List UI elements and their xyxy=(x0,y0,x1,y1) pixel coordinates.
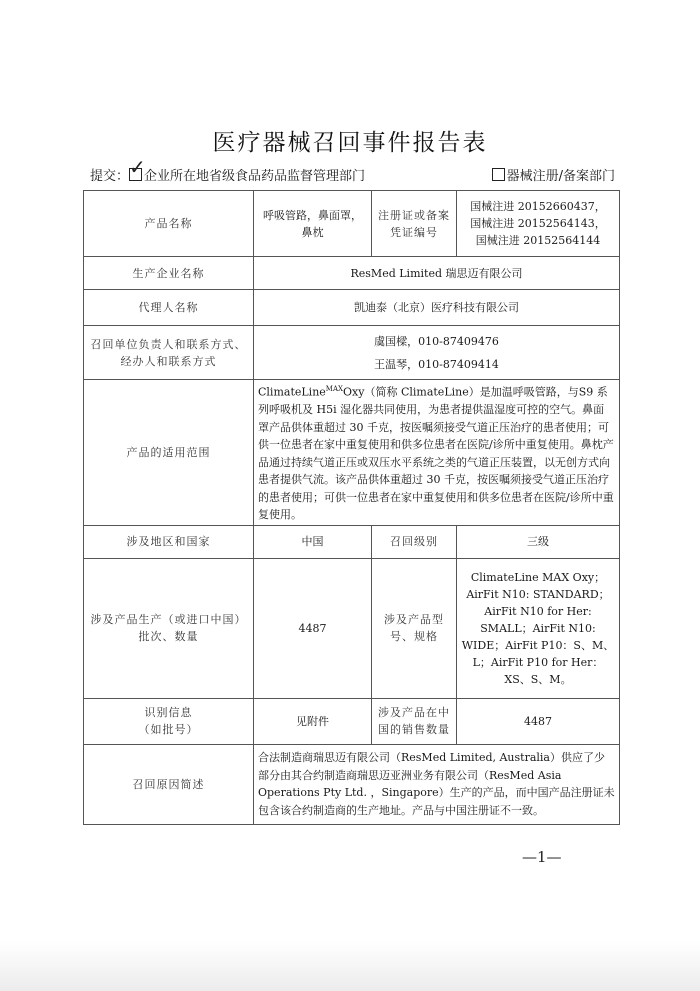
table-row xyxy=(84,380,620,526)
scope-text-pre: ClimateLine xyxy=(258,385,326,399)
table-row xyxy=(84,191,620,257)
product-name-value: 呼吸管路，鼻面罩，鼻枕 xyxy=(254,191,372,257)
reason-label: 召回原因简述 xyxy=(84,744,254,824)
recall-report-table xyxy=(83,190,620,825)
scope-text-sup: MAX xyxy=(325,385,344,393)
submit-option-registration[interactable] xyxy=(492,165,615,184)
scope-text xyxy=(254,380,620,526)
submit-option-provincial[interactable] xyxy=(90,155,366,184)
contact-label-line: 召回单位负责人和联系方式、 xyxy=(90,337,247,351)
recall-level-value: 三级 xyxy=(457,525,620,558)
contact-value xyxy=(254,326,620,380)
contact-label-line: 经办人和联系方式 xyxy=(120,354,217,368)
model-label: 涉及产品型号、规格 xyxy=(372,558,457,698)
product-name-label: 产品名称 xyxy=(84,191,254,257)
reg-cert-values xyxy=(457,191,620,257)
reg-cert-number: 国械注进 20152660437， xyxy=(470,200,606,213)
checkbox-checked-icon[interactable]: ✓ xyxy=(129,155,146,179)
model-value: ClimateLine MAX Oxy；AirFit N10: STANDARD；AirFit N10 for Her: SMALL；AirFit N10: WIDE；AirFit P10：S、M、L；AirFit P10 for Her：XS、S、M。 xyxy=(457,558,620,698)
agent-label: 代理人名称 xyxy=(84,290,254,326)
checkbox-empty-icon[interactable] xyxy=(492,168,505,181)
id-value: 见附件 xyxy=(254,698,372,744)
contact-person-1: 虞国樑，010-87409476 xyxy=(374,334,499,348)
table-row xyxy=(84,290,620,326)
table-row xyxy=(84,558,620,698)
table-row xyxy=(84,744,620,824)
batch-label: 涉及产品生产（或进口中国）批次、数量 xyxy=(84,558,254,698)
region-value: 中国 xyxy=(254,525,372,558)
reason-text: 合法制造商瑞思迈有限公司（ResMed Limited, Australia）供应了少部分由其合约制造商瑞思迈亚洲业务有限公司（ResMed Asia Operations Pty Ltd. ，Singapore）生产的产品，而中国产品注册证未包含该合约制造商的生产地址。产品与中国注册证不一致。 xyxy=(254,744,620,824)
recall-level-label: 召回级别 xyxy=(372,525,457,558)
submit-row xyxy=(90,155,615,185)
reg-cert-number: 国械注进 20152564144 xyxy=(475,234,601,247)
submit-option1-label: 企业所在地省级食品药品监督管理部门 xyxy=(144,169,366,184)
id-label-line: 识别信息 xyxy=(144,706,193,720)
region-label: 涉及地区和国家 xyxy=(84,525,254,558)
submit-option2-label: 器械注册/备案部门 xyxy=(506,169,615,184)
page-number: —1— xyxy=(522,848,562,866)
batch-value: 4487 xyxy=(254,558,372,698)
table-row xyxy=(84,698,620,744)
contact-person-2: 王温琴，010-87409414 xyxy=(374,357,499,371)
manufacturer-value: ResMed Limited 瑞思迈有限公司 xyxy=(254,257,620,290)
submit-prefix: 提交： xyxy=(90,169,130,184)
table-row xyxy=(84,525,620,558)
scan-shade xyxy=(0,941,700,991)
document-title: 医疗器械召回事件报告表 xyxy=(212,130,488,156)
sales-label: 涉及产品在中国的销售数量 xyxy=(372,698,457,744)
id-label-line: （如批号） xyxy=(138,723,199,737)
table-row xyxy=(84,257,620,290)
agent-value: 凯迪泰（北京）医疗科技有限公司 xyxy=(254,290,620,326)
manufacturer-label: 生产企业名称 xyxy=(84,257,254,290)
sales-value: 4487 xyxy=(457,698,620,744)
reg-cert-label: 注册证或备案凭证编号 xyxy=(372,191,457,257)
scope-label: 产品的适用范围 xyxy=(84,380,254,526)
contact-label xyxy=(84,326,254,380)
id-label xyxy=(84,698,254,744)
scope-text-post: Oxy（简称 ClimateLine）是加温呼吸管路，与S9 系列呼吸机及 H5i 湿化器共同使用，为患者提供温湿度可控的空气。鼻面罩产品供体重超过 30 千克，按医嘱须接受气道正压治疗的患者使用；可供一位患者在家中重复使用和供多位患者在医院/诊所中重复使用。鼻枕产品通过持续气道正压或双压水平系统之类的气道正压装置，以无创方式向患者提供气流。该产品供体重超过 30 千克，按医嘱须接受气道正压治疗的患者使用；可供一位患者在家中重复使用和供多位患者在医院/诊所中重复使用。 xyxy=(258,385,614,522)
table-row xyxy=(84,326,620,380)
reg-cert-number: 国械注进 20152564143， xyxy=(470,217,606,230)
